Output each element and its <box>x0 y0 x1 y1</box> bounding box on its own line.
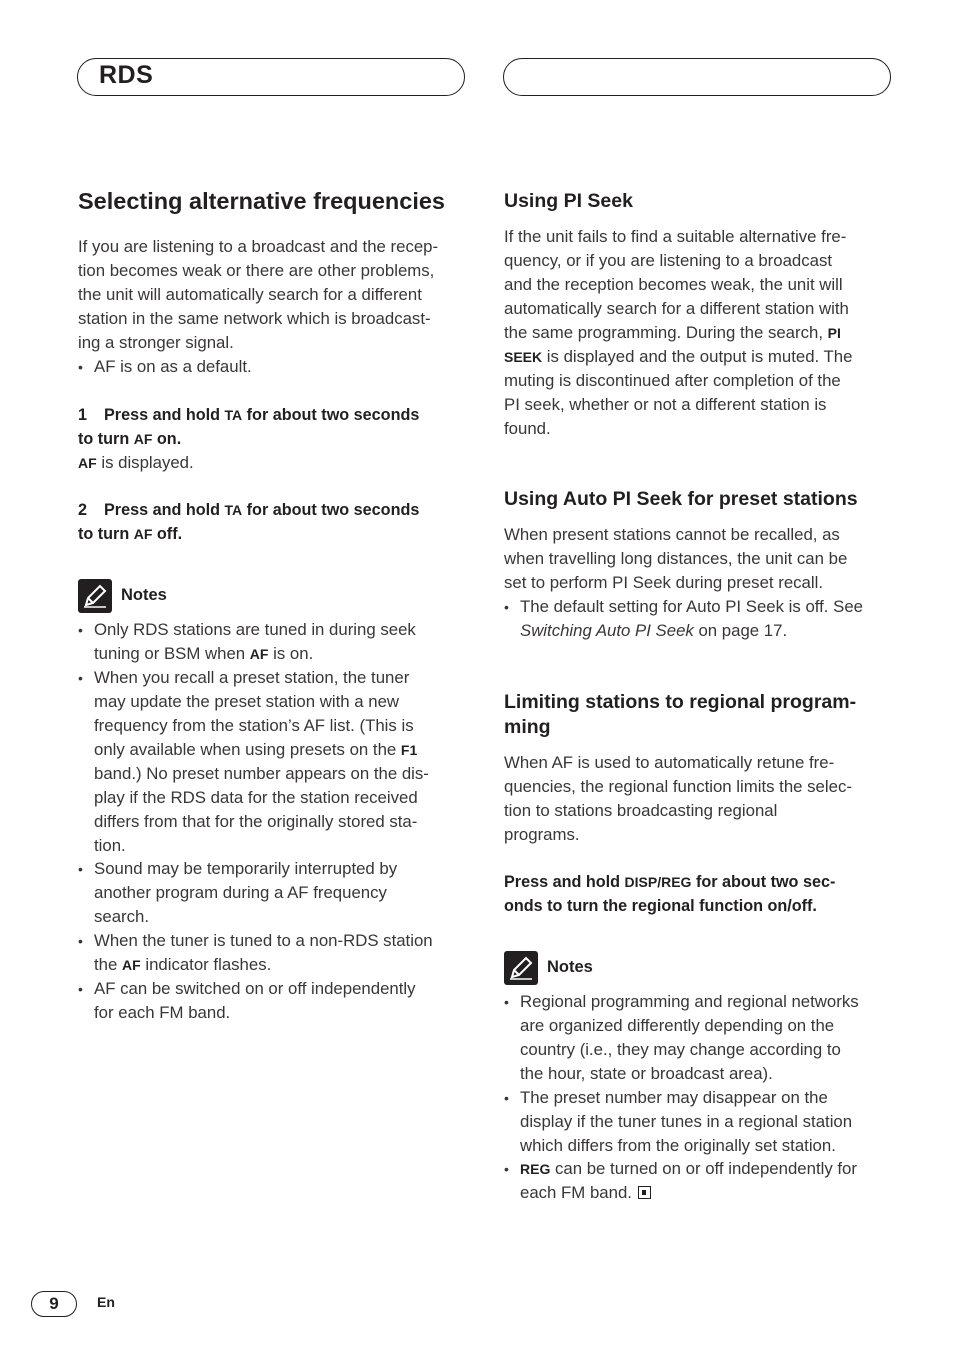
pi-seek-paragraph: If the unit fails to find a suitable alternative fre- quency, or if you are listening to a broadcast and the reception becomes weak, the unit will automatically search for a different station with the same programming. During the search, PI SEEK is displayed and the output is muted. The muting is discontinued after completion of the PI seek, whether or not a different station is found. <box>504 227 853 438</box>
regional-step: Press and hold DISP/REG for about two sec- onds to turn the regional function on/off. <box>504 873 836 915</box>
step-1-result: AF is displayed. <box>78 453 194 472</box>
note-item: • Only RDS stations are tuned in during seek tuning or BSM when AF is on. <box>78 620 416 663</box>
note-item: • AF can be switched on or off independently for each FM band. <box>78 979 416 1022</box>
intro-paragraph: If you are listening to a broadcast and the recep- tion becomes weak or there are other problems, the unit will automatically search for a different station in the same network which is broadcast- ing a stronger signal. <box>78 237 439 352</box>
pi-seek-heading: Using PI Seek <box>504 190 633 212</box>
section-tab <box>77 58 465 96</box>
notes-label: Notes <box>547 958 593 976</box>
language-code: En <box>97 1294 115 1310</box>
step-2: 2 Press and hold TA for about two seconds to turn AF off. <box>78 501 420 543</box>
notes-pencil-icon <box>78 579 112 613</box>
note-item: • When the tuner is tuned to a non-RDS station the AF indicator flashes. <box>78 931 433 974</box>
page-heading: Selecting alternative frequencies <box>78 188 446 214</box>
note-item: • When you recall a preset station, the tuner may update the preset station with a new frequency from the station’s AF list. (This is only available when using presets on the F1 band.) No preset number appears on the dis- play if the RDS data for the station received differs from that for the originally stored sta- tion. <box>78 668 429 855</box>
auto-pi-seek-paragraph: When present stations cannot be recalled, as when travelling long distances, the unit can be set to perform PI Seek during preset recall. <box>504 525 848 592</box>
page-number: 9 <box>31 1291 77 1317</box>
notes-label: Notes <box>121 586 167 604</box>
note-item: • REG can be turned on or off independently for each FM band. <box>504 1159 857 1202</box>
section-tab-blank <box>503 58 891 96</box>
intro-bullet: • AF is on as a default. <box>78 357 252 376</box>
section-title: RDS <box>99 61 154 89</box>
note-item: • Regional programming and regional networks are organized differently depending on the country (i.e., they may change according to the hour, state or broadcast area). <box>504 992 859 1083</box>
note-item: • The preset number may disappear on the display if the tuner tunes in a regional station which differs from the originally set station. <box>504 1088 853 1155</box>
end-of-section-icon <box>638 1186 651 1199</box>
note-item: • Sound may be temporarily interrupted by another program during a AF frequency search. <box>78 859 398 926</box>
regional-paragraph: When AF is used to automatically retune fre- quencies, the regional function limits the selec- tion to stations broadcasting regional programs. <box>504 753 852 844</box>
auto-pi-seek-heading: Using Auto PI Seek for preset stations <box>504 488 858 510</box>
step-1: 1 Press and hold TA for about two seconds to turn AF on. <box>78 406 420 448</box>
regional-heading: Limiting stations to regional program- ming <box>504 691 857 738</box>
notes-pencil-icon <box>504 951 538 985</box>
auto-pi-seek-bullet: • The default setting for Auto PI Seek is off. See Switching Auto PI Seek on page 17. <box>504 597 863 640</box>
